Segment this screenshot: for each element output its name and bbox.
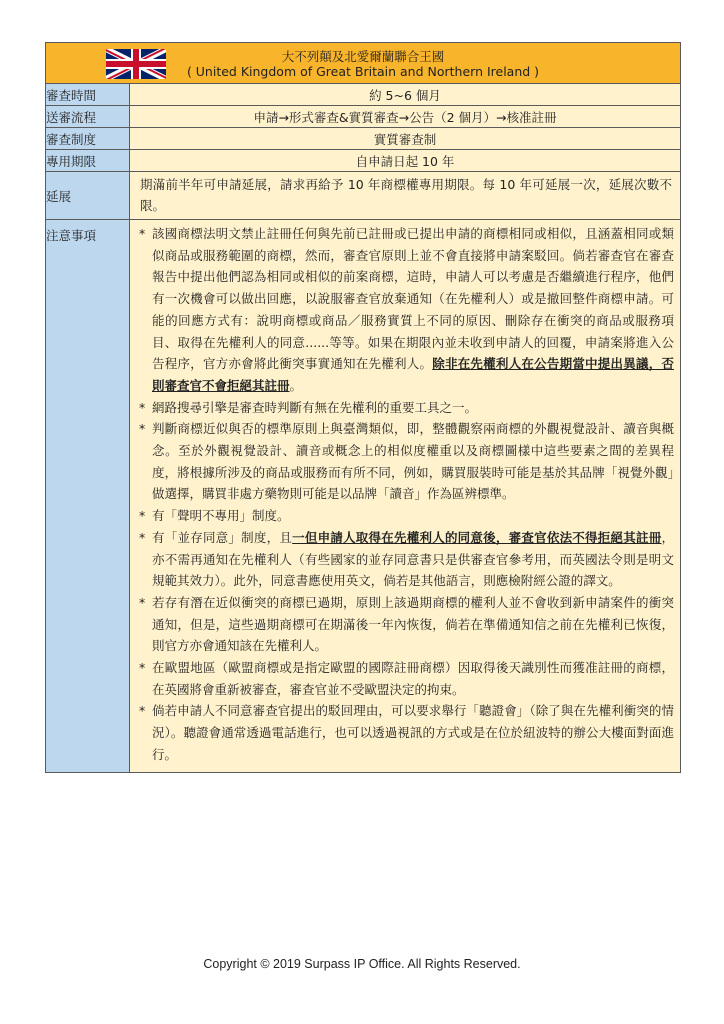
exam-time-label: 審查時間 [46,84,130,106]
uk-trademark-info-table [45,42,681,773]
copyright-footer: Copyright © 2019 Surpass IP Office. All Rights Reserved. [203,957,521,971]
country-name-en: ( United Kingdom of Great Britain and Northern Ireland ) [186,64,540,79]
country-name-zh: 大不列顛及北愛爾蘭聯合王國 [281,49,445,64]
note-text: 在歐盟地區（歐盟商標或是指定歐盟的國際註冊商標）因取得後天識別性而獲准註冊的商標，在英國將會重新被審查，審查官並不受歐盟決定的拘束。 [152,660,674,697]
bullet-star: * [139,660,146,676]
note-text: 若存有潛在近似衝突的商標已過期，原則上該過期商標的權利人並不會收到新申請案件的衝突通知，但是，這些過期商標可在期滿後一年內恢復，倘若在準備通知信之前在先權利已恢復，則官方亦會通知該在先權利人。 [152,594,674,654]
note-item [136,505,674,527]
note-item [136,397,674,419]
note-item [136,592,674,657]
notes-list [130,220,680,772]
note-item [136,418,674,505]
term-value: 自申請日起 10 年 [130,150,681,172]
notes-label: 注意事項 [46,220,130,773]
bullet-star: * [139,594,146,610]
process-label: 送審流程 [46,106,130,128]
bullet-star: * [139,399,146,415]
process-value: 申請→形式審查&實質審查→公告（2 個月）→核准註冊 [130,106,681,128]
note-text: 倘若申請人不同意審查官提出的駁回理由，可以要求舉行「聽證會」（除了與在先權利衝突的情況）。聽證會通常透過電話進行，也可以透過視訊的方式或是在位於紐波特的辦公大樓面對面進行。 [152,703,674,762]
note-emphasis: 除非在先權利人在公告期當中提出異議，否則審查官不會拒絕其註冊 [152,356,674,393]
renewal-value: 期滿前半年可申請延展，請求再給予 10 年商標權專用期限。每 10 年可延展一次，延展次數不限。 [140,177,672,213]
bullet-star: * [139,226,146,241]
uk-flag-icon [106,49,166,79]
exam-time-value: 約 5~6 個月 [130,84,681,106]
system-value: 實質審查制 [130,128,681,150]
notes-cell [130,220,681,773]
bullet-star: * [139,421,146,437]
bullet-star: * [139,508,146,524]
note-item [136,657,674,700]
country-header [46,43,681,84]
note-text: ，亦不需再通知在先權利人（有些國家的並存同意書只是供審查官參考用，而英國法令則是明文規範其效力）。此外，同意書應使用英文，倘若是其他語言，則應檢附經公證的譯文。 [152,529,674,589]
note-text: 。 [289,377,303,393]
note-text: 該國商標法明文禁止註冊任何與先前已註冊或已提出申請的商標相同或相似，且涵蓋相同或類似商品或服務範圍的商標，然而，審查官原則上並不會直接將申請案駁回。倘若審查官在審查報告中提出他們認為相同或相似的前案商標，這時，申請人可以考慮是否繼續進行程序，他們有一次機會可以做出回應，以說服審查官放棄通知（在先權利人）或是撤回整件商標申請。可能的回應方式有：說明商標或商品／服務實質上不同的原因、刪除存在衝突的商品或服務項目、取得在先權利人的同意......等等。如果在期限內並未收到申請人的回覆，申請案將進入公告程序，官方亦會將此衝突事實通知在先權利人。 [152,226,674,372]
note-text: 網路搜尋引擎是審查時判斷有無在先權利的重要工具之一。 [152,399,478,415]
term-label: 專用期限 [46,150,130,172]
note-item [136,700,674,765]
system-label: 審查制度 [46,128,130,150]
renewal-cell [130,172,681,220]
bullet-star: * [139,529,146,545]
note-text: 判斷商標近似與否的標準原則上與臺灣類似，即，整體觀察兩商標的外觀視覺設計、讀音與概念。至於外觀視覺設計、讀音或概念上的相似度權重以及商標圖樣中這些要素之間的差異程度，將根據所涉及的商品或服務而有所不同，例如，購買服裝時可能是基於其品牌「視覺外觀」做選擇，購買非處方藥物則可能是以品牌「讀音」作為區辨標準。 [152,421,674,502]
bullet-star: * [139,703,146,719]
note-text: 有「並存同意」制度，且 [152,529,293,545]
note-emphasis: 一但申請人取得在先權利人的同意後，審查官依法不得拒絕其註冊 [292,529,662,545]
note-item [136,223,674,397]
note-item [136,527,674,592]
renewal-label: 延展 [46,172,130,220]
note-text: 有「聲明不專用」制度。 [152,508,290,524]
